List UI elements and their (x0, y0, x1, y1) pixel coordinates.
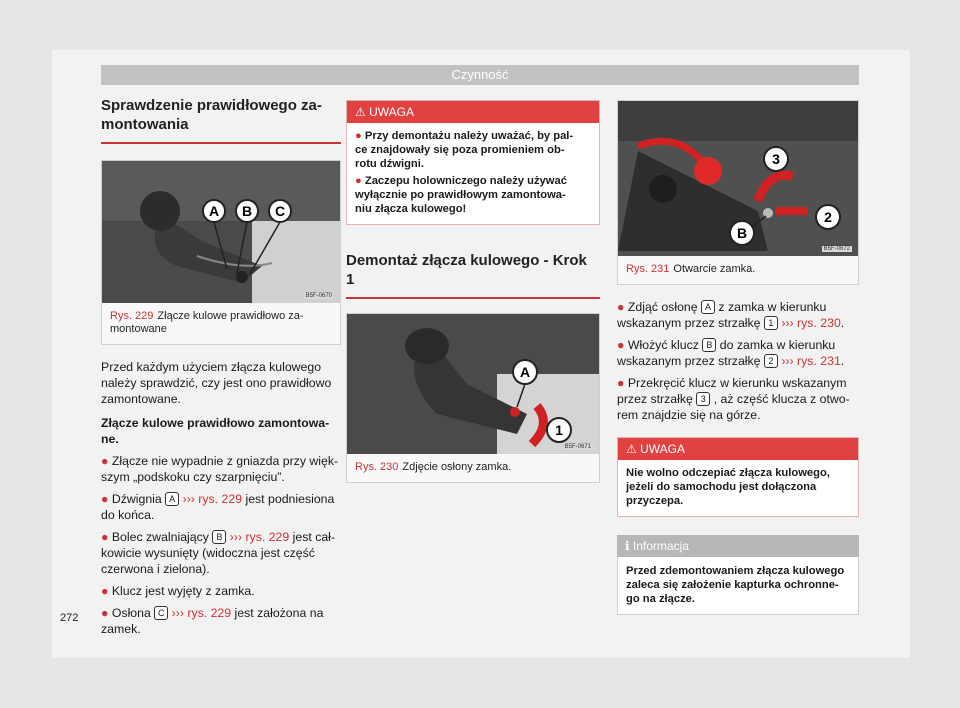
info-header: ℹ Informacja (617, 535, 859, 557)
column-2 (346, 100, 600, 483)
marker-A: A (165, 492, 179, 506)
figure-code: B5F-0670 (305, 293, 332, 299)
column-1 (101, 96, 341, 637)
label-A (203, 200, 225, 222)
label-3 (764, 147, 788, 171)
figure-code: B5F-0672 (823, 246, 850, 252)
marker-C: C (154, 606, 168, 620)
section-header: Czynność (101, 65, 859, 85)
figure-link[interactable]: ››› rys. 229 (171, 606, 232, 620)
warning-box-2 (617, 437, 859, 517)
figure-caption (347, 454, 599, 482)
page-number: 272 (60, 612, 79, 624)
figure-number: Rys. 231 (626, 263, 670, 275)
step-bullet-2: ● Włożyć klucz B do zamka w kierunku wskazanym przez strzałkę 2 ››› rys. 231. (617, 338, 845, 368)
marker-3: 3 (696, 392, 710, 406)
marker-B: B (702, 338, 716, 352)
lock-cover-illustration (347, 314, 599, 454)
column-3 (617, 100, 859, 615)
figure-number: Rys. 230 (355, 461, 399, 473)
warning-header: ⚠ UWAGA (347, 101, 599, 123)
warning-box-1 (346, 100, 600, 225)
figure-231 (617, 100, 859, 285)
caption-text: Zdjęcie osłony zamka. (402, 461, 512, 473)
warning-icon: ⚠ (626, 442, 641, 456)
caption-text: Złącze kulowe prawidłowo za- montowane (110, 310, 304, 335)
figure-link[interactable]: ››› rys. 229 (182, 492, 243, 506)
step-bullet-1: ● Zdjąć osłonę A z zamka w kierunku wskazanym przez strzałkę 1 ››› rys. 230. (617, 300, 845, 330)
caption-text: Otwarcie zamka. (673, 263, 756, 275)
svg-text:3: 3 (772, 151, 780, 167)
subheading: Złącze kulowe prawidłowo zamontowa- ne. (101, 416, 330, 446)
figure-caption (102, 303, 340, 344)
bullet-2: ● Dźwignia A ››› rys. 229 jest podniesiona do końca. (101, 492, 335, 522)
warning-body: ● Przy demontażu należy uważać, by pal- ce znajdowały się poza promieniem ob- rotu dźwigni. ● Zaczepu holowniczego należy używać wyłącznie po prawidłowym zamontowa- niu złącza kulowego! (355, 130, 574, 215)
marker-2: 2 (764, 354, 778, 368)
svg-text:B: B (736, 225, 748, 241)
open-lock-illustration (618, 101, 858, 256)
label-A (513, 360, 537, 384)
step-bullet-3: ● Przekręcić klucz w kierunku wskazanym przez strzałkę 3 , aż część klucza z otwo- rem znajdzie się na górze. (617, 376, 850, 422)
svg-text:2: 2 (824, 209, 832, 225)
bullet-1: ● Złącze nie wypadnie z gniazda przy więk- szym „podskoku czy szarpnięciu”. (101, 454, 339, 484)
svg-text:B: B (241, 203, 253, 219)
figure-link[interactable]: ››› rys. 231 (781, 354, 841, 368)
label-B (236, 200, 258, 222)
bullet-4: ● Klucz jest wyjęty z zamka. (101, 584, 255, 598)
figure-229 (101, 160, 341, 345)
svg-text:1: 1 (555, 422, 563, 438)
figure-code: B5F-0671 (564, 444, 591, 450)
intro-paragraph: Przed każdym użyciem złącza kulowego należy sprawdzić, czy jest ono prawidłowo zamontowane. (101, 360, 332, 406)
figure-caption (618, 256, 858, 284)
bullet-5: ● Osłona C ››› rys. 229 jest założona na zamek. (101, 606, 324, 636)
info-body: Przed zdemontowaniem złącza kulowego zaleca się założenie kapturka ochronne- go na złącze. (617, 557, 859, 615)
towbar-image (102, 161, 340, 303)
svg-text:A: A (519, 364, 531, 380)
warning-icon: ⚠ (355, 105, 370, 119)
svg-text:A: A (208, 203, 220, 219)
info-icon: ℹ (625, 539, 633, 553)
svg-text:C: C (274, 203, 286, 219)
section-title-removal: Demontaż złącza kulowego - Krok 1 (346, 251, 600, 299)
bullet-3: ● Bolec zwalniający B ››› rys. 229 jest cał- kowicie wysunięty (widoczna jest część czerwona i zielona). (101, 530, 336, 576)
figure-230 (346, 313, 600, 483)
info-box (617, 535, 859, 615)
label-2 (816, 205, 840, 229)
marker-B: B (212, 530, 226, 544)
label-C (269, 200, 291, 222)
towbar-illustration (102, 161, 340, 303)
section-title-check: Sprawdzenie prawidłowego za- montowania (101, 96, 341, 144)
figure-link[interactable]: ››› rys. 229 (229, 530, 290, 544)
marker-A: A (701, 300, 715, 314)
label-B (730, 221, 754, 245)
open-lock-image (618, 101, 858, 256)
figure-number: Rys. 229 (110, 310, 154, 322)
warning-header: ⚠ UWAGA (618, 438, 858, 460)
figure-link[interactable]: ››› rys. 230 (781, 316, 841, 330)
lock-cover-image (347, 314, 599, 454)
label-1 (547, 418, 571, 442)
warning-body: Nie wolno odczepiać złącza kulowego, jeżeli do samochodu jest dołączona przyczepa. (626, 467, 830, 507)
marker-1: 1 (764, 316, 778, 330)
